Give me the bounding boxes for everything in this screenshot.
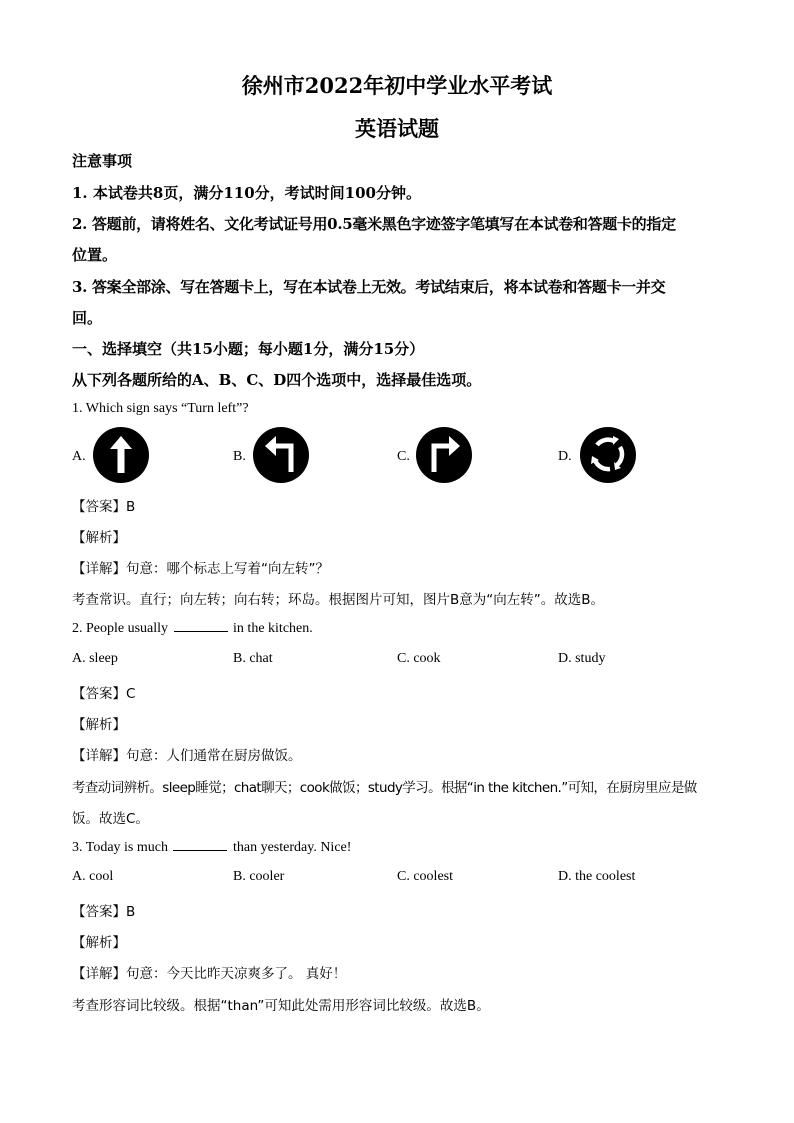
question-2-analysis: 【解析】 <box>72 717 126 733</box>
question-2-answer: 【答案】C <box>72 686 136 702</box>
straight-arrow-sign-icon[interactable] <box>93 427 149 483</box>
roundabout-sign-icon[interactable] <box>580 427 636 483</box>
notes-item-1: 1. 本试卷共8页，满分110分，考试时间100分钟。 <box>72 184 421 202</box>
turn-left-sign-icon[interactable] <box>253 427 309 483</box>
question-3-stem-end: than yesterday. Nice! <box>232 840 352 855</box>
question-1-option-a[interactable]: A. <box>72 449 86 464</box>
question-3-explanation: 考查形容词比较级。根据“than”可知此处需用形容词比较级。故选B。 <box>72 998 490 1014</box>
section-instruction: 从下列各题所给的A、B、C、D四个选项中，选择最佳选项。 <box>72 371 482 389</box>
answer-blank <box>174 619 228 632</box>
question-3-analysis: 【解析】 <box>72 935 126 951</box>
question-1-explanation: 考查常识。直行；向左转；向右转；环岛。根据图片可知，图片B意为“向左转”。故选B。 <box>72 592 605 608</box>
question-1-answer: 【答案】B <box>72 499 136 515</box>
notes-item-3: 3. 答案全部涂、写在答题卡上，写在本试卷上无效。考试结束后，将本试卷和答题卡一并交 <box>72 278 666 296</box>
question-1-option-b[interactable]: B. <box>233 449 246 464</box>
question-3-option-d[interactable]: D. the coolest <box>558 869 636 884</box>
question-2-option-c[interactable]: C. cook <box>397 651 441 666</box>
question-2-option-d[interactable]: D. study <box>558 651 606 666</box>
section-heading: 一、选择填空（共15小题；每小题1分，满分15分） <box>72 340 425 358</box>
question-2-option-a[interactable]: A. sleep <box>72 651 118 666</box>
question-1-option-d[interactable]: D. <box>558 449 572 464</box>
question-3-detail: 【详解】句意：今天比昨天凉爽多了。 真好！ <box>72 966 347 982</box>
question-1-option-c[interactable]: C. <box>397 449 410 464</box>
question-2-option-b[interactable]: B. chat <box>233 651 273 666</box>
question-3-option-a[interactable]: A. cool <box>72 869 114 884</box>
question-3-option-c[interactable]: C. coolest <box>397 869 453 884</box>
question-3-stem-start: 3. Today is much <box>72 840 168 855</box>
question-2-stem-start: 2. People usually <box>72 621 169 636</box>
question-3-option-b[interactable]: B. cooler <box>233 869 285 884</box>
notes-item-2-cont: 位置。 <box>72 246 118 264</box>
question-3-stem <box>72 838 351 856</box>
page-title: 徐州市2022年初中学业水平考试 <box>241 73 553 98</box>
answer-blank <box>173 838 227 851</box>
question-2-stem <box>72 619 313 637</box>
question-1-detail: 【详解】句意：哪个标志上写着“向左转”？ <box>72 561 329 577</box>
page-subtitle: 英语试题 <box>355 116 439 141</box>
question-2-detail: 【详解】句意：人们通常在厨房做饭。 <box>72 748 302 764</box>
question-2-explanation-cont: 饭。故选C。 <box>72 811 149 827</box>
turn-right-sign-icon[interactable] <box>416 427 472 483</box>
question-3-answer: 【答案】B <box>72 904 136 920</box>
question-2-stem-end: in the kitchen. <box>233 621 313 636</box>
question-1-stem: 1. Which sign says “Turn left”? <box>72 401 249 416</box>
question-1-analysis: 【解析】 <box>72 530 126 546</box>
notes-item-3-cont: 回。 <box>72 309 103 327</box>
notes-item-2: 2. 答题前，请将姓名、文化考试证号用0.5毫米黑色字迹签字笔填写在本试卷和答题卡的指定 <box>72 215 676 233</box>
notes-heading: 注意事项 <box>72 152 133 170</box>
question-2-explanation: 考查动词辨析。sleep睡觉；chat聊天；cook做饭；study学习。根据“in the kitchen.”可知，在厨房里应是做 <box>72 780 697 796</box>
